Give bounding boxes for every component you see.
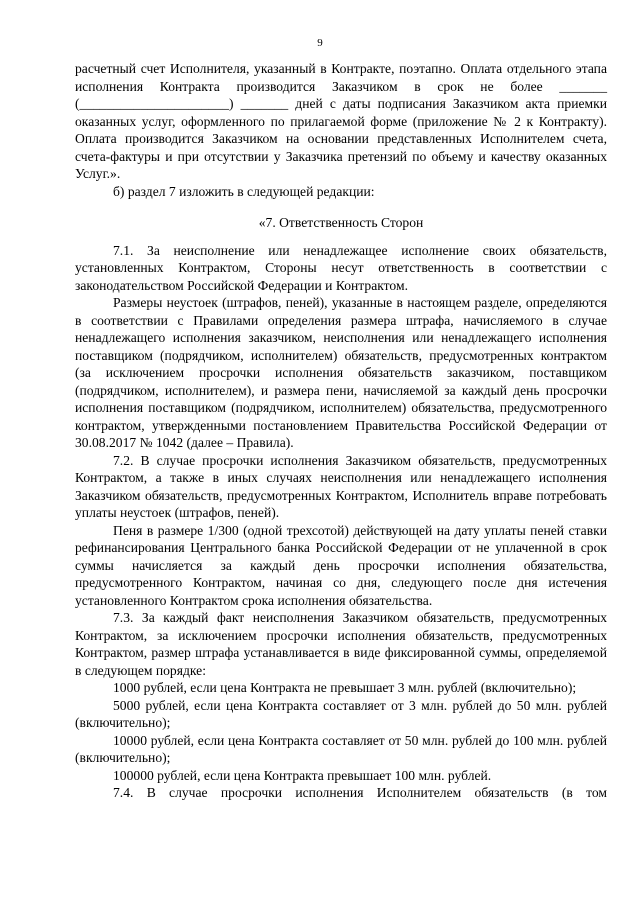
paragraph-7-3: 7.3. За каждый факт неисполнения Заказчиком обязательств, предусмотренных Контрактом, за исключением просрочки исполнения обязательств, предусмотренных Контрактом, размер штрафа устанавливается в виде фиксированной суммы, определяемой в следующем порядке: [75,610,607,678]
paragraph-penalty-rate: Пеня в размере 1/300 (одной трехсотой) действующей на дату уплаты пеней ставки рефинансирования Центрального банка Российской Федерации от не уплаченной в срок суммы начисляется за каждый день просрочки исполнения обязательства, предусмотренного Контрактом, начиная со дня, следующего после дня истечения установленного Контрактом срока исполнения обязательства. [75,522,607,608]
paragraph-7-4: 7.4. В случае просрочки исполнения Исполнителем обязательств (в том [113,785,607,800]
paragraph-payment-terms: расчетный счет Исполнителя, указанный в Контракте, поэтапно. Оплата отдельного этапа исполнения Контракта производится Заказчиком в срок не более _______ (______________________) _______ дней с даты подписания Заказчиком акта приемки оказанных услуг, оформленного по прилагаемой форме (приложение № 2 к Контракту). Оплата производится Заказчиком на основании представленных Исполнителем счета, счета-фактуры и при отсутствии у Заказчика претензий по объему и качеству оказанных Услуг.». [75,61,607,181]
page-number: 9 [317,37,323,49]
paragraph-section7-intro: б) раздел 7 изложить в следующей редакции: [113,183,375,199]
paragraph-penalty-sizes: Размеры неустоек (штрафов, пеней), указанные в настоящем разделе, определяются в соответствии с Правилами определения размера штрафа, начисляемого в случае ненадлежащего исполнения заказчиком, неисполнения или ненадлежащего исполнения поставщиком (подрядчиком, исполнителем) обязательств, предусмотренных контрактом (за исключением просрочки исполнения обязательств заказчиком, поставщиком (подрядчиком, исполнителем), и размера пени, начисляемой за каждый день просрочки исполнения поставщиком (подрядчиком, исполнителем) обязательства, предусмотренного контрактом, утвержденными постановлением Правительства Российской Федерации от 30.08.2017 № 1042 (далее – Правила). [75,295,607,450]
list-item-fine-10000: 10000 рублей, если цена Контракта составляет от 50 млн. рублей до 100 млн. рублей (включительно); [75,732,607,765]
list-item-fine-1000: 1000 рублей, если цена Контракта не превышает 3 млн. рублей (включительно); [113,680,577,695]
paragraph-7-1: 7.1. За неисполнение или ненадлежащее исполнение своих обязательств, установленных Контрактом, Стороны несут ответственность в соответствии с законодательством Российской Федерации и Контрактом. [75,242,607,293]
section-heading: «7. Ответственность Сторон [258,215,424,230]
document-body [75,60,607,802]
list-item-fine-5000: 5000 рублей, если цена Контракта составляет от 3 млн. рублей до 50 млн. рублей (включительно); [75,697,607,730]
list-item-fine-100000: 100000 рублей, если цена Контракта превышает 100 млн. рублей. [113,767,492,783]
paragraph-7-2: 7.2. В случае просрочки исполнения Заказчиком обязательств, предусмотренных Контрактом, а также в иных случаях неисполнения или ненадлежащего исполнения Заказчиком обязательств, предусмотренных Контрактом, Исполнитель вправе потребовать уплаты неустоек (штрафов, пеней). [75,452,607,520]
